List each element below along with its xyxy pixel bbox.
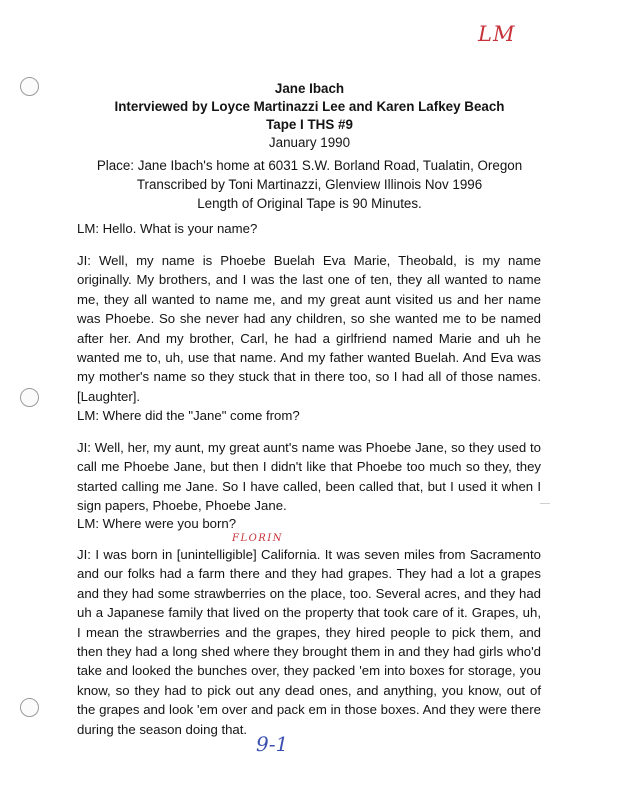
tape-line: Tape I THS #9 [266, 117, 353, 132]
transcribed-line: Transcribed by Toni Martinazzi, Glenview Illinois Nov 1996 [136, 177, 483, 192]
document-header [0, 80, 619, 152]
interviewee-name: Jane Ibach [274, 81, 345, 96]
transcript-paragraph: JI: I was born in [unintelligible] California. It was seven miles from Sacramento and our folks had a farm there and they had grapes. They had a lot a grapes and they had some strawberries on the place, too. Several acres, and they had uh a Japanese family that lived on the property that took care of it. Grapes, uh, I mean the strawberries and the grapes, they hired people to pick them, and then they had a long shed where they brought them in and they had girls who'd take and looked the bunches over, they packed 'em into boxes for storage, you know, so they had to pick out any dead ones, and anything, you know, out of the grapes and look 'em over and pack em in those boxes. And they were there during the season doing that. [77, 547, 541, 737]
transcript-paragraph: LM: Hello. What is your name? [77, 221, 258, 236]
scan-mark [540, 503, 550, 504]
length-line: Length of Original Tape is 90 Minutes. [197, 196, 422, 211]
handwritten-page-number: 9-1 [256, 732, 289, 756]
date-line: January 1990 [268, 135, 351, 150]
interviewers-line: Interviewed by Loyce Martinazzi Lee and Karen Lafkey Beach [114, 99, 505, 114]
interview-meta [0, 156, 619, 213]
transcript-paragraph: JI: Well, her, my aunt, my great aunt's name was Phoebe Jane, so they used to call me Phoebe Jane, but then I didn't like that Phoebe too much so they, they started calling me Jane. So I have called, been called that, but I used it when I sign papers, Phoebe, Phoebe Jane. [77, 440, 541, 514]
transcript-paragraph: LM: Where were you born? [77, 516, 237, 531]
punch-hole-middle [20, 388, 39, 407]
transcript-paragraph: LM: Where did the "Jane" come from? [77, 408, 300, 423]
place-line: Place: Jane Ibach's home at 6031 S.W. Borland Road, Tualatin, Oregon [96, 158, 523, 173]
handwritten-florin-note: FLORIN [232, 533, 284, 544]
punch-hole-bottom [20, 698, 39, 717]
transcript-paragraph: JI: Well, my name is Phoebe Buelah Eva Marie, Theobald, is my name originally. My brothers, and I was the last one of ten, they all wanted to name me, they all wanted to name me, and my great aunt visited us and her name was Phoebe. So she never had any children, so she wanted me to be named after her. And my brother, Carl, he had a girlfriend named Marie and uh he wanted me to, uh, use that name. And my father wanted Buelah. And Eva was my mother's name so they stuck that in there too, so I had all of those names. [Laughter]. [77, 253, 541, 404]
handwritten-initials: LM [478, 22, 516, 46]
